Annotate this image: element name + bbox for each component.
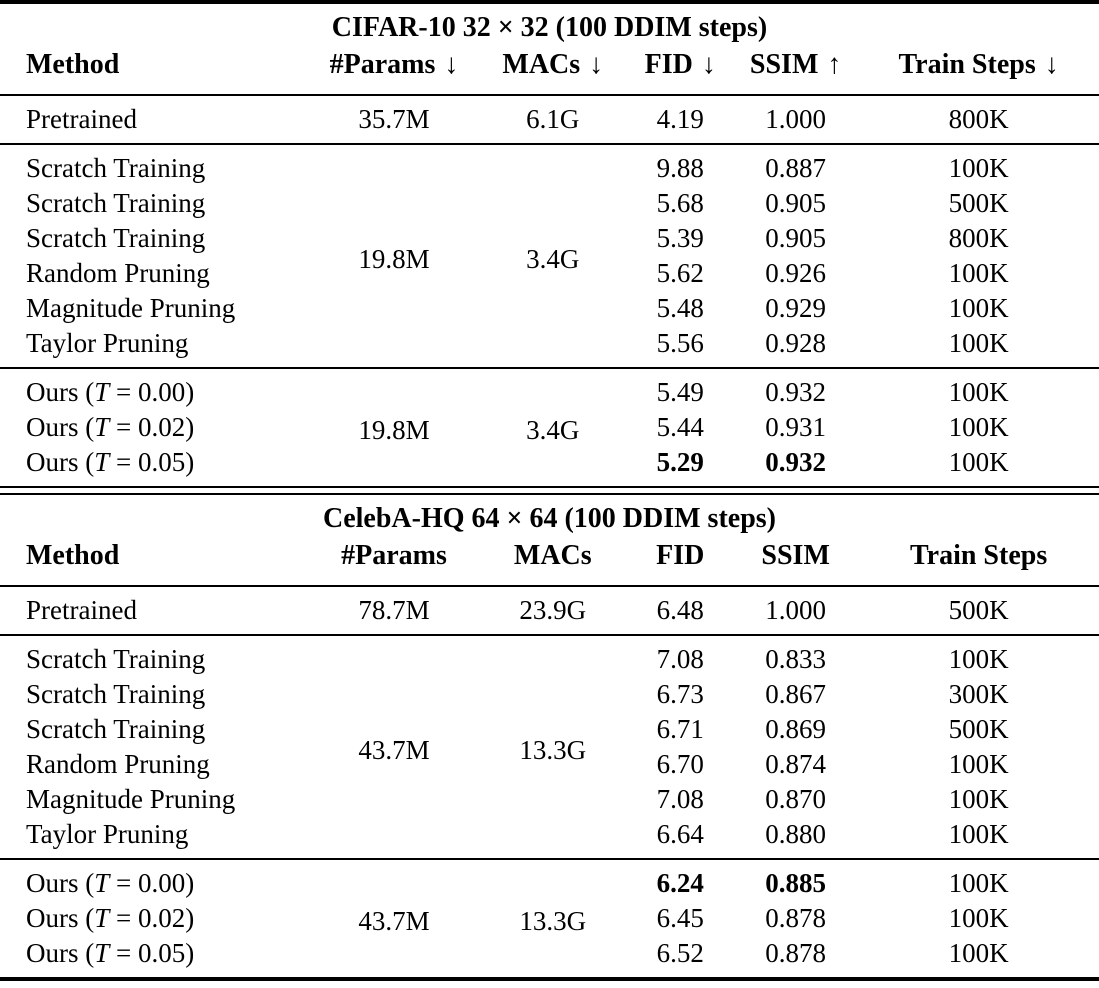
column-header-row — [0, 48, 1099, 95]
arrow-down-icon: ↓ — [589, 49, 604, 80]
column-header-macs — [478, 539, 627, 586]
fid-cell: 6.64 — [656, 819, 704, 849]
params-cell: 19.8M — [358, 415, 430, 445]
pretrained-section — [0, 586, 1099, 635]
method-text: Ours ( — [26, 447, 95, 477]
fid-cell: 5.49 — [656, 377, 704, 407]
method-cell — [0, 936, 310, 977]
macs-cell: 3.4G — [526, 415, 580, 445]
fid-cell: 5.62 — [656, 258, 704, 288]
method-text: = 0.00) — [109, 377, 195, 407]
method-text: = 0.02) — [109, 412, 195, 442]
train-steps-cell: 800K — [948, 223, 1009, 253]
arrow-down-icon: ↓ — [1044, 49, 1059, 80]
params-cell: 19.8M — [358, 243, 430, 274]
train-steps-cell: 100K — [948, 412, 1009, 442]
macs-cell: 13.3G — [519, 734, 587, 765]
fid-cell: 6.52 — [656, 938, 704, 968]
ssim-cell: 0.931 — [765, 412, 827, 442]
train-steps-cell: 100K — [948, 153, 1009, 183]
fid-cell: 5.29 — [656, 447, 704, 477]
params-cell: 43.7M — [358, 906, 430, 936]
macs-cell: 23.9G — [519, 595, 587, 625]
table-divider-rule — [0, 486, 1099, 495]
method-cell — [0, 445, 310, 486]
macs-cell: 13.3G — [519, 906, 587, 936]
column-header-method — [0, 539, 310, 586]
tau-symbol: T — [94, 412, 110, 442]
column-header-label: MACs — [502, 49, 581, 80]
method-cell: Random Pruning — [26, 258, 210, 288]
method-cell: Taylor Pruning — [26, 819, 189, 849]
train-steps-cell: 100K — [948, 784, 1009, 814]
pretrained-section — [0, 95, 1099, 144]
ssim-cell: 0.929 — [765, 293, 827, 323]
fid-cell: 9.88 — [656, 153, 704, 183]
method-text: = 0.00) — [109, 868, 195, 898]
table-row — [0, 144, 1099, 186]
fid-cell: 7.08 — [656, 784, 704, 814]
ours-section — [0, 859, 1099, 977]
column-header-ssim — [733, 539, 858, 586]
tau-symbol: T — [94, 377, 110, 407]
ssim-cell: 0.887 — [765, 153, 827, 183]
method-text: Ours ( — [26, 938, 95, 968]
arrow-down-icon: ↓ — [444, 49, 459, 80]
ssim-cell: 0.905 — [765, 223, 827, 253]
column-header-fid — [628, 48, 734, 95]
column-header-label: #Params — [341, 540, 447, 571]
column-header-fid — [628, 539, 734, 586]
arrow-down-icon: ↓ — [701, 49, 716, 80]
column-header-row — [0, 539, 1099, 586]
ssim-cell: 0.932 — [765, 377, 827, 407]
fid-cell: 6.24 — [656, 868, 704, 898]
table-row — [0, 368, 1099, 410]
ssim-cell: 0.833 — [765, 644, 827, 674]
method-cell: Random Pruning — [26, 749, 210, 779]
tau-symbol: T — [94, 938, 110, 968]
train-steps-cell: 100K — [948, 644, 1009, 674]
train-steps-cell: 100K — [948, 377, 1009, 407]
column-header-label: FID — [656, 540, 705, 571]
method-cell: Magnitude Pruning — [26, 784, 236, 814]
fid-cell: 6.48 — [656, 595, 704, 625]
train-steps-cell: 300K — [948, 679, 1009, 709]
column-header-ssim — [733, 48, 858, 95]
tau-symbol: T — [94, 903, 110, 933]
arrow-up-icon: ↑ — [827, 49, 842, 80]
cifar10-table-header — [0, 4, 1099, 95]
method-cell — [0, 859, 310, 901]
table-row — [0, 586, 1099, 635]
column-header-method — [0, 48, 310, 95]
fid-cell: 6.45 — [656, 903, 704, 933]
method-text: = 0.05) — [109, 938, 195, 968]
ssim-cell: 0.926 — [765, 258, 827, 288]
column-header-params — [310, 48, 478, 95]
train-steps-cell: 100K — [948, 447, 1009, 477]
method-cell: Taylor Pruning — [26, 328, 189, 358]
params-cell: 43.7M — [358, 734, 430, 765]
method-cell — [0, 410, 310, 445]
train-steps-cell: 100K — [948, 938, 1009, 968]
ssim-cell: 0.885 — [765, 868, 827, 898]
method-cell: Scratch Training — [26, 223, 206, 253]
table-title-row — [0, 495, 1099, 539]
column-header-label: Train Steps — [910, 540, 1048, 571]
table-title-row — [0, 4, 1099, 48]
tau-symbol: T — [94, 868, 110, 898]
table-title: CIFAR-10 32 × 32 (100 DDIM steps) — [331, 12, 768, 43]
method-cell: Magnitude Pruning — [26, 293, 236, 323]
column-header-label: FID — [644, 49, 693, 80]
celeba-hq-table-header — [0, 495, 1099, 586]
train-steps-cell: 100K — [948, 868, 1009, 898]
fid-cell: 6.73 — [656, 679, 704, 709]
baselines-section — [0, 144, 1099, 368]
ssim-cell: 0.932 — [765, 447, 827, 477]
table-row — [0, 859, 1099, 901]
macs-cell: 3.4G — [526, 243, 580, 274]
baselines-section — [0, 635, 1099, 859]
train-steps-cell: 100K — [948, 903, 1009, 933]
train-steps-cell: 500K — [948, 714, 1009, 744]
method-text: Ours ( — [26, 903, 95, 933]
fid-cell: 5.44 — [656, 412, 704, 442]
train-steps-cell: 100K — [948, 293, 1009, 323]
column-header-macs — [478, 48, 627, 95]
method-cell: Scratch Training — [26, 679, 206, 709]
method-text: Ours ( — [26, 377, 95, 407]
method-cell: Pretrained — [26, 595, 137, 625]
column-header-train-steps — [858, 48, 1099, 95]
cifar10-results-table — [0, 4, 1099, 486]
params-cell: 35.7M — [358, 104, 430, 134]
method-text: Ours ( — [26, 412, 95, 442]
method-text: = 0.05) — [109, 447, 195, 477]
method-cell: Scratch Training — [26, 153, 206, 183]
fid-cell: 4.19 — [656, 104, 704, 134]
ssim-cell: 0.905 — [765, 188, 827, 218]
table-row — [0, 635, 1099, 677]
ssim-cell: 0.880 — [765, 819, 827, 849]
column-header-label: #Params — [329, 49, 436, 80]
celeba-hq-results-table — [0, 495, 1099, 977]
method-cell: Pretrained — [26, 104, 137, 134]
fid-cell: 5.39 — [656, 223, 704, 253]
tau-symbol: T — [94, 447, 110, 477]
ssim-cell: 0.867 — [765, 679, 827, 709]
ssim-cell: 0.878 — [765, 903, 827, 933]
ssim-cell: 0.870 — [765, 784, 827, 814]
column-header-train-steps — [858, 539, 1099, 586]
ssim-cell: 0.928 — [765, 328, 827, 358]
fid-cell: 5.56 — [656, 328, 704, 358]
table-title: CelebA-HQ 64 × 64 (100 DDIM steps) — [322, 503, 777, 534]
method-cell — [0, 368, 310, 410]
macs-cell: 6.1G — [526, 104, 580, 134]
train-steps-cell: 100K — [948, 258, 1009, 288]
bottom-rule — [0, 977, 1099, 981]
column-header-label: Train Steps — [898, 49, 1036, 80]
method-cell: Scratch Training — [26, 714, 206, 744]
method-cell: Scratch Training — [26, 644, 206, 674]
method-cell — [0, 901, 310, 936]
train-steps-cell: 100K — [948, 749, 1009, 779]
column-header-label: MACs — [513, 540, 592, 571]
method-text: Ours ( — [26, 868, 95, 898]
column-header-label: Method — [26, 49, 120, 80]
column-header-params — [310, 539, 478, 586]
fid-cell: 5.48 — [656, 293, 704, 323]
fid-cell: 6.70 — [656, 749, 704, 779]
ssim-cell: 0.874 — [765, 749, 827, 779]
ssim-cell: 1.000 — [765, 595, 827, 625]
ssim-cell: 1.000 — [765, 104, 827, 134]
column-header-label: Method — [26, 540, 120, 571]
train-steps-cell: 500K — [948, 595, 1009, 625]
train-steps-cell: 500K — [948, 188, 1009, 218]
table-row — [0, 95, 1099, 144]
column-header-label: SSIM — [761, 540, 830, 571]
method-cell: Scratch Training — [26, 188, 206, 218]
method-text: = 0.02) — [109, 903, 195, 933]
fid-cell: 7.08 — [656, 644, 704, 674]
params-cell: 78.7M — [358, 595, 430, 625]
fid-cell: 5.68 — [656, 188, 704, 218]
train-steps-cell: 800K — [948, 104, 1009, 134]
ssim-cell: 0.878 — [765, 938, 827, 968]
column-header-label: SSIM — [749, 49, 819, 80]
fid-cell: 6.71 — [656, 714, 704, 744]
ours-section — [0, 368, 1099, 486]
train-steps-cell: 100K — [948, 819, 1009, 849]
ssim-cell: 0.869 — [765, 714, 827, 744]
train-steps-cell: 100K — [948, 328, 1009, 358]
